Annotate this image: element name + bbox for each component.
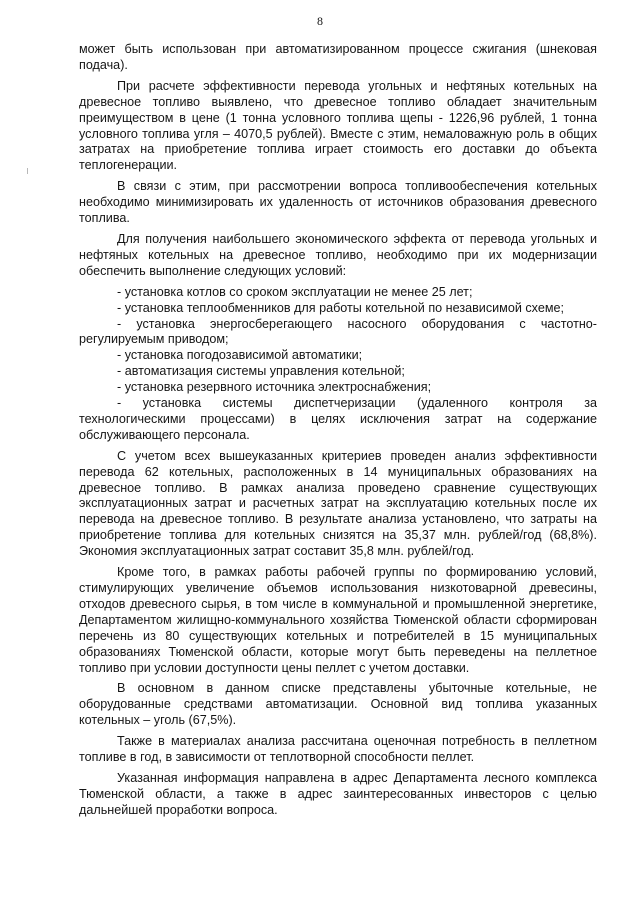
conditions-list — [79, 285, 597, 444]
condition-item: - установка котлов со сроком эксплуатации не менее 25 лет; — [117, 284, 473, 299]
paragraph-list-summary: В основном в данном списке представлены убыточные котельные, не оборудованные средствами автоматизации. Основной вид топлива указанных котельных – уголь (67,5%). — [79, 681, 597, 728]
condition-item: - автоматизация системы управления котельной; — [117, 364, 405, 379]
paragraph-continuation: может быть использован при автоматизированном процессе сжигания (шнековая подача). — [79, 42, 597, 72]
paragraph-conditions-intro: Для получения наибольшего экономического эффекта от перевода угольных и нефтяных котельных на древесное топливо, необходимо при их модернизации обеспечить выполнение следующих условий: — [79, 231, 597, 278]
condition-item: - установка системы диспетчеризации (удаленного контроля за технологическими процессами) в целях исключения затрат на содержание обслуживающего персонала. — [79, 396, 597, 442]
condition-item: - установка резервного источника электроснабжения; — [117, 380, 432, 395]
paragraph-fuel-efficiency: При расчете эффективности перевода угольных и нефтяных котельных на древесное топливо выявлено, что древесное топливо обладает значительным преимуществом в цене (1 тонна условного топлива щепы - 1226,96 рублей, 1 тонна условного топлива угля – 4070,5 рублей). Вместе с этим, немаловажную роль в общих затратах на приобретение топлива играет стоимость его доставки до объекта теплогенерации. — [79, 78, 597, 173]
scan-artifact — [27, 168, 28, 174]
document-body — [79, 42, 597, 824]
condition-item: - установка энергосберегающего насосного оборудования с частотно-регулируемым приводом; — [79, 316, 597, 347]
paragraph-information-sent: Указанная информация направлена в адрес Департамента лесного комплекса Тюменской области, а также в адрес заинтересованных инвесторов с целью дальнейшей проработки вопроса. — [79, 770, 597, 817]
condition-item: - установка погодозависимой автоматики; — [117, 348, 363, 363]
paragraph-pellet-demand: Также в материалах анализа рассчитана оценочная потребность в пеллетном топливе в год, в зависимости от теплотворной способности пеллет. — [79, 734, 597, 765]
condition-item: - установка теплообменников для работы котельной по независимой схеме; — [117, 300, 564, 315]
paragraph-analysis-results: С учетом всех вышеуказанных критериев проведен анализ эффективности перевода 62 котельных, расположенных в 14 муниципальных образованиях на древесное топливо. В рамках анализа проведено сравнение существующих эксплуатационных затрат и расчетных затрат на эксплуатацию котельных после их перевода на древесное топливо. В результате анализа установлено, что затраты на приобретение топлива для котельных снизятся на 35,37 млн. рублей/год (68,8%). Экономия эксплуатационных затрат составит 35,8 млн. рублей/год. — [79, 448, 597, 559]
paragraph-pellet-list: Кроме того, в рамках работы рабочей группы по формированию условий, стимулирующих увеличение объемов использования низкотоварной древесины, отходов древесного сырья, в том числе в коммунальной и промышленной энергетике, Департаментом жилищно-коммунального хозяйства Тюменской области сформирован перечень из 80 существующих котельных и потребителей в 15 муниципальных образованиях Тюменской области, которые могут быть переведены на пеллетное топливо при условии доступности цены пеллет с учетом доставки. — [79, 565, 597, 675]
paragraph-fuel-supply: В связи с этим, при рассмотрении вопроса топливообеспечения котельных необходимо минимизировать их удаленность от источников образования древесного топлива. — [79, 179, 597, 226]
page-number: 8 — [317, 14, 323, 28]
